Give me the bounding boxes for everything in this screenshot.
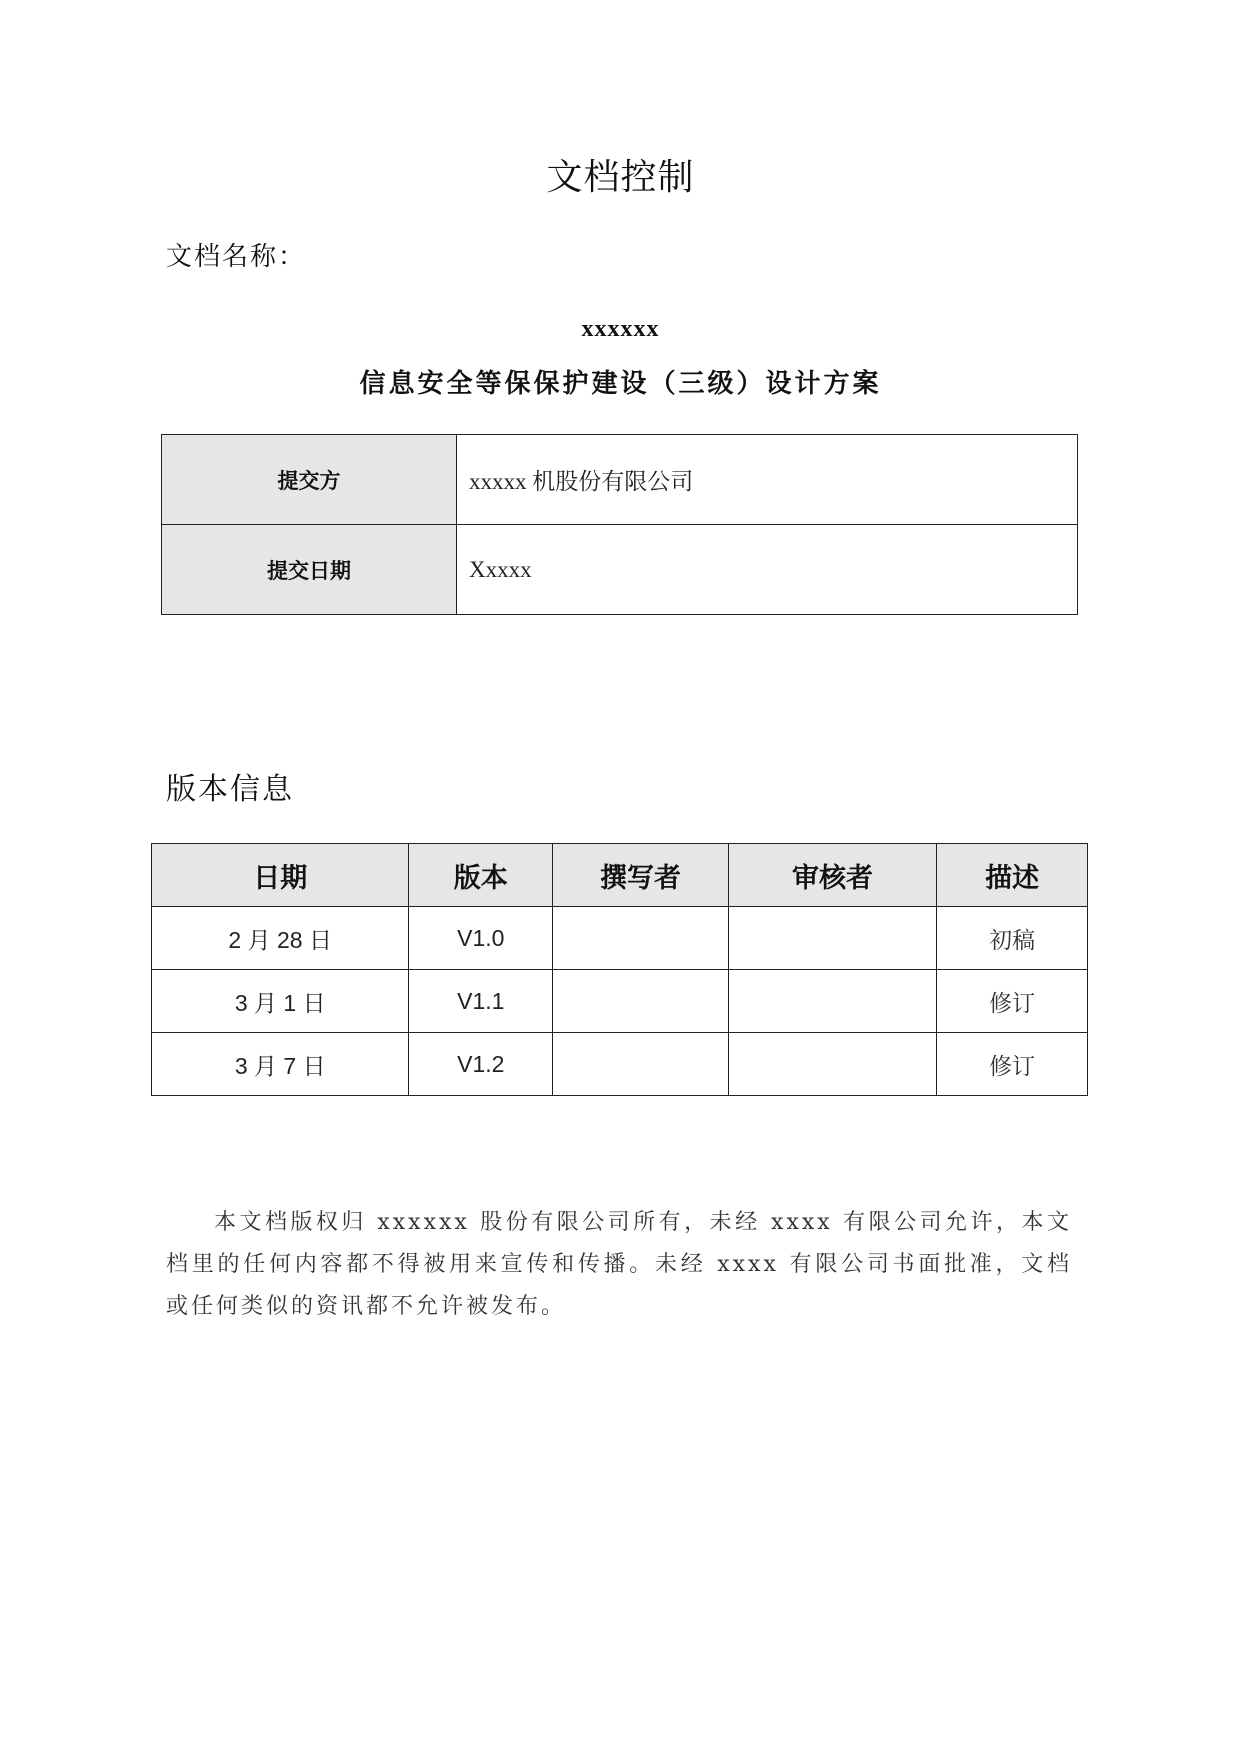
cell-reviewer bbox=[728, 907, 937, 970]
doc-title-company: xxxxxx bbox=[581, 316, 660, 342]
cell-author bbox=[553, 1033, 729, 1096]
column-header-description: 描述 bbox=[937, 844, 1088, 907]
cell-author bbox=[553, 970, 729, 1033]
column-header-version: 版本 bbox=[409, 844, 553, 907]
version-info-heading: 版本信息 bbox=[166, 772, 294, 807]
cell-date: 3 月 7 日 bbox=[152, 1033, 409, 1096]
cell-reviewer bbox=[728, 970, 937, 1033]
version-table bbox=[151, 843, 1088, 1096]
doc-title-subject: 信息安全等保保护建设（三级）设计方案 bbox=[359, 369, 882, 399]
version-table-header bbox=[152, 844, 1088, 907]
submission-table bbox=[161, 434, 1078, 615]
submit-date-label: 提交日期 bbox=[162, 525, 457, 615]
column-header-reviewer: 审核者 bbox=[728, 844, 937, 907]
doc-name-label: 文档名称： bbox=[166, 242, 307, 272]
submitter-label: 提交方 bbox=[162, 435, 457, 525]
table-row bbox=[152, 1033, 1088, 1096]
cell-author bbox=[553, 907, 729, 970]
column-header-author: 撰写者 bbox=[553, 844, 729, 907]
cell-description: 初稿 bbox=[937, 907, 1088, 970]
cell-description: 修订 bbox=[937, 970, 1088, 1033]
table-row bbox=[152, 970, 1088, 1033]
cell-version: V1.1 bbox=[409, 970, 553, 1033]
cell-description: 修订 bbox=[937, 1033, 1088, 1096]
submission-row-date bbox=[162, 525, 1078, 615]
table-row bbox=[152, 907, 1088, 970]
cell-date: 2 月 28 日 bbox=[152, 907, 409, 970]
submit-date-value: Xxxxx bbox=[457, 525, 1078, 615]
copyright-notice: 本文档版权归 xxxxxx 股份有限公司所有，未经 xxxx 有限公司允许，本文档里的任何内容都不得被用来宣传和传播。未经 xxxx 有限公司书面批准，文档或任何类似的资讯都不允许被发布。 bbox=[166, 1210, 1072, 1319]
cell-reviewer bbox=[728, 1033, 937, 1096]
page-title: 文档控制 bbox=[546, 157, 695, 198]
column-header-date: 日期 bbox=[152, 844, 409, 907]
cell-version: V1.0 bbox=[409, 907, 553, 970]
cell-version: V1.2 bbox=[409, 1033, 553, 1096]
cell-date: 3 月 1 日 bbox=[152, 970, 409, 1033]
submission-row-submitter bbox=[162, 435, 1078, 525]
submitter-value: xxxxx 机股份有限公司 bbox=[457, 435, 1078, 525]
